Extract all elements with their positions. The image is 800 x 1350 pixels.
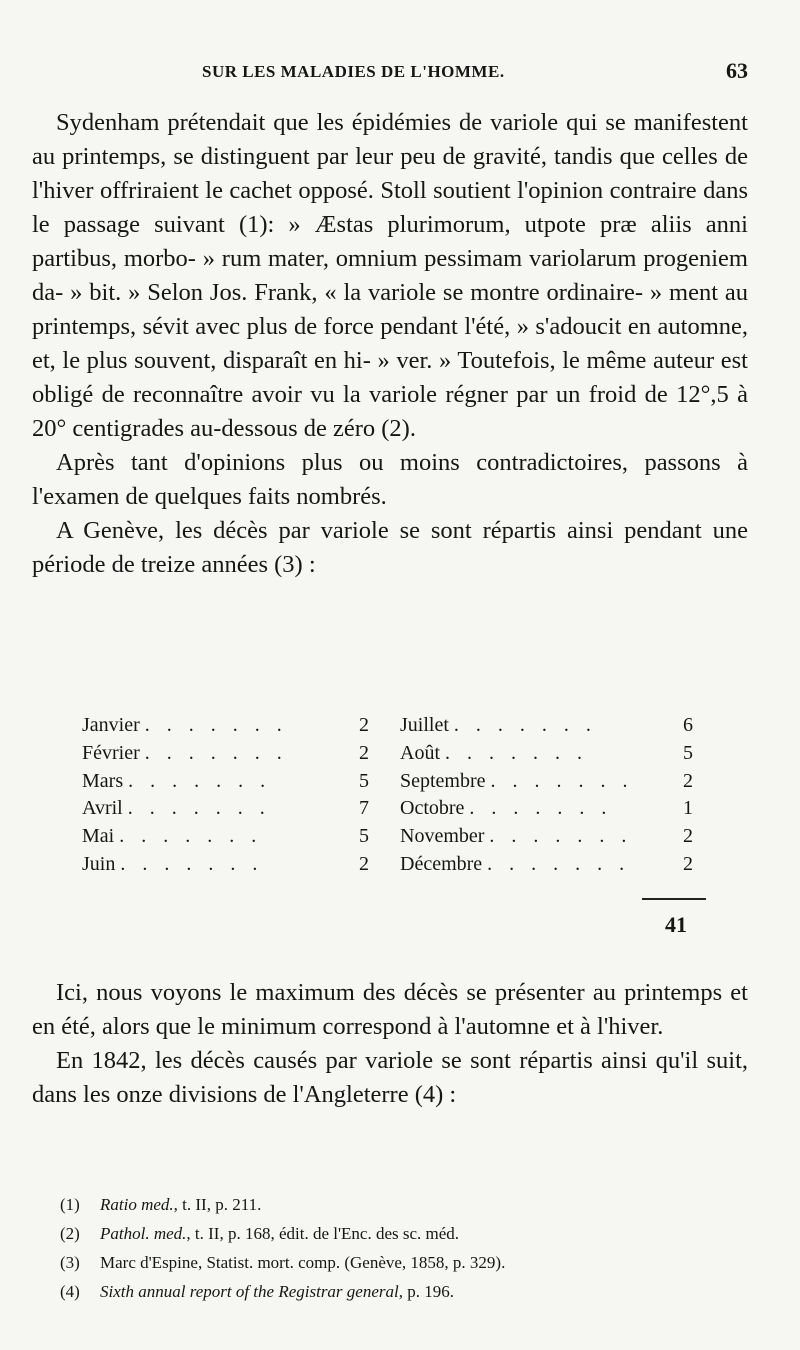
body-text-bottom <box>32 976 748 1112</box>
month-value: 1 <box>683 797 693 820</box>
footnote-mark: (4) <box>60 1282 80 1301</box>
total-rule <box>642 898 706 900</box>
leader-dots: . . . . . . . <box>489 825 633 848</box>
paragraph: A Genève, les décès par variole se sont répartis ainsi pendant une période de treize années (3) : <box>32 517 748 578</box>
footnote-text: , t. II, p. 168, édit. de l'Enc. des sc. méd. <box>186 1224 460 1243</box>
month-label: Mars <box>82 769 124 792</box>
month-label: Juin <box>82 852 116 875</box>
footnote-mark: (1) <box>60 1195 80 1214</box>
page-number: 63 <box>726 58 748 83</box>
footnote <box>60 1248 740 1277</box>
month-label: Octobre <box>400 797 465 820</box>
footnote-mark: (3) <box>60 1253 80 1272</box>
leader-dots: . . . . . . . <box>469 797 613 820</box>
leader-dots: . . . . . . . <box>490 769 634 792</box>
footnote-italic: Sixth annual report of the Registrar general, <box>100 1282 403 1301</box>
table-row <box>82 823 702 851</box>
footnote-text: , t. II, p. 211. <box>173 1195 262 1214</box>
monthly-deaths-table <box>82 712 702 879</box>
month-value: 5 <box>359 769 369 792</box>
month-label: Juillet <box>400 714 449 736</box>
footnote <box>60 1190 740 1219</box>
leader-dots: . . . . . . . <box>487 852 631 875</box>
paragraph: Sydenham prétendait que les épidémies de variole qui se manifestent au printemps, se distinguent par leur peu de gravité, tandis que celles de l'hiver offriraient le cachet opposé. Stoll soutient l'opinion contraire dans le passage suivant (1): » Æstas plurimorum, utpote præ aliis anni partibus, morbo- » rum mater, omnium pessimam variolarum progeniem da- » bit. » Selon Jos. Frank, « la variole se montre ordinaire- » ment au printemps, sévit avec plus de force pendant l'été, » s'adoucit en automne, et, le plus souvent, disparaît en hi- » ver. » Toutefois, le même auteur est obligé de reconnaître avoir vu la variole régner par un froid de 12°,5 à 20° centigrades au-dessous de zéro (2). <box>32 109 748 442</box>
footnote <box>60 1219 740 1248</box>
footnote-text: Marc d'Espine, Statist. mort. comp. (Genève, 1858, p. 329). <box>100 1253 506 1272</box>
leader-dots: . . . . . . . <box>144 741 288 764</box>
table-row <box>82 851 702 879</box>
footnote-text: p. 196. <box>402 1282 454 1301</box>
month-value: 2 <box>683 825 693 848</box>
table-row <box>82 768 702 796</box>
footnote-italic: Pathol. med. <box>100 1224 187 1243</box>
month-value: 2 <box>683 769 693 792</box>
leader-dots: . . . . . . . <box>128 769 272 792</box>
leader-dots: . . . . . . . <box>445 741 588 764</box>
month-value: 5 <box>683 741 693 764</box>
paragraph: En 1842, les décès causés par variole se sont répartis ainsi qu'il suit, dans les onze divisions de l'Angleterre (4) : <box>32 1047 748 1108</box>
leader-dots: . . . . . . . <box>127 797 271 820</box>
body-text-top <box>32 106 748 582</box>
running-head: SUR LES MALADIES DE L'HOMME. <box>202 62 505 81</box>
month-value: 5 <box>359 825 369 848</box>
leader-dots: . . . . . . . <box>453 714 597 736</box>
page-header <box>32 58 748 92</box>
month-value: 6 <box>683 714 693 736</box>
paragraph: Ici, nous voyons le maximum des décès se présenter au printemps et en été, alors que le minimum correspond à l'automne et à l'hiver. <box>32 979 748 1040</box>
footnotes <box>60 1190 740 1306</box>
leader-dots: . . . . . . . <box>119 825 263 848</box>
footnote-mark: (2) <box>60 1224 80 1243</box>
table-total: 41 <box>665 912 687 937</box>
month-label: Décembre <box>400 852 483 875</box>
month-label: Août <box>400 741 440 764</box>
month-label: Mai <box>82 825 115 848</box>
month-label: November <box>400 825 485 848</box>
paragraph: Après tant d'opinions plus ou moins contradictoires, passons à l'examen de quelques faits nombrés. <box>32 449 748 510</box>
leader-dots: . . . . . . . <box>120 852 264 875</box>
month-value: 2 <box>359 852 369 875</box>
month-value: 2 <box>359 714 369 736</box>
month-label: Janvier <box>82 714 140 736</box>
table-row <box>82 740 702 768</box>
month-label: Février <box>82 741 140 764</box>
month-label: Avril <box>82 797 123 820</box>
table-row <box>82 712 702 740</box>
month-label: Septembre <box>400 769 486 792</box>
month-value: 2 <box>359 741 369 764</box>
footnote-italic: Ratio med. <box>100 1195 174 1214</box>
footnote <box>60 1277 740 1306</box>
month-value: 2 <box>683 852 693 875</box>
leader-dots: . . . . . . . <box>144 714 288 736</box>
month-value: 7 <box>359 797 369 820</box>
table-row <box>82 795 702 823</box>
